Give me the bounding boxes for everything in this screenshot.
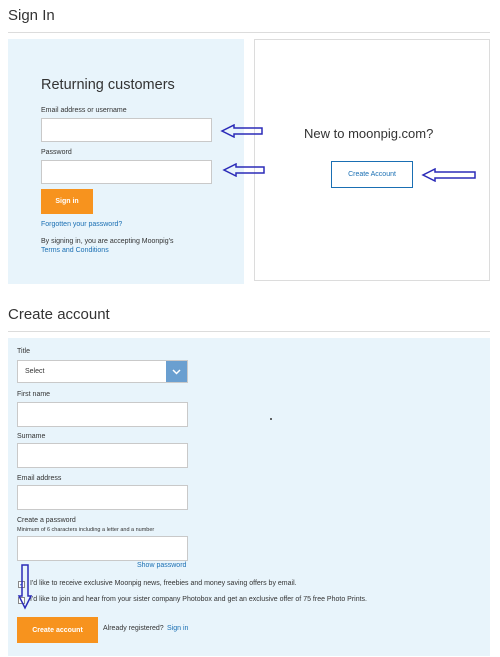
create-account-section-title: Create account [8,306,110,323]
chevron-down-icon [166,361,187,382]
email-username-input[interactable] [41,118,212,142]
stray-dot [270,418,272,420]
title-label: Title [17,348,30,355]
create-account-button[interactable]: Create account [17,617,98,643]
create-password-label: Create a password [17,517,76,524]
first-name-label: First name [17,391,51,398]
new-customer-panel [254,39,490,281]
password-label: Password [41,149,72,156]
already-registered-text: Already registered? [103,625,164,632]
annotation-arrow-icon [421,168,477,182]
new-customer-question: New to moonpig.com? [304,126,434,141]
show-password-link[interactable]: Show password [137,562,187,569]
email-username-label: Email address or username [41,107,127,114]
annotation-arrow-icon [17,564,33,610]
returning-customers-panel [8,39,244,284]
optin-photobox-label: I'd like to join and hear from your sister company Photobox and get an exclusive offer of 75 free Photo Prints. [30,596,368,603]
terms-text: By signing in, you are accepting Moonpig's [41,238,174,245]
create-password-input[interactable] [17,536,188,561]
password-input[interactable] [41,160,212,184]
email-input[interactable] [17,485,188,510]
terms-link[interactable]: Terms and Conditions [41,247,109,254]
surname-input[interactable] [17,443,188,468]
sign-in-link[interactable]: Sign in [167,625,189,632]
create-account-panel [8,338,490,656]
first-name-input[interactable] [17,402,188,427]
signin-section-title: Sign In [8,7,55,24]
title-select-value: Select [25,368,45,375]
password-hint: Minimum of 6 characters including a letter and a number [17,527,155,533]
create-account-button-top[interactable]: Create Account [331,161,413,188]
optin-moonpig-label: I'd like to receive exclusive Moonpig news, freebies and money saving offers by email. [30,580,297,587]
annotation-arrow-icon [222,163,266,177]
divider [8,331,490,332]
divider [8,32,490,33]
surname-label: Surname [17,433,46,440]
sign-in-button[interactable]: Sign in [41,189,93,214]
returning-customers-title: Returning customers [41,77,175,93]
email-label: Email address [17,475,62,482]
optin-moonpig-checkbox[interactable]: ✓ [19,582,25,588]
title-select[interactable] [17,360,188,383]
annotation-arrow-icon [220,124,264,138]
forgot-password-link[interactable]: Forgotten your password? [41,221,123,228]
